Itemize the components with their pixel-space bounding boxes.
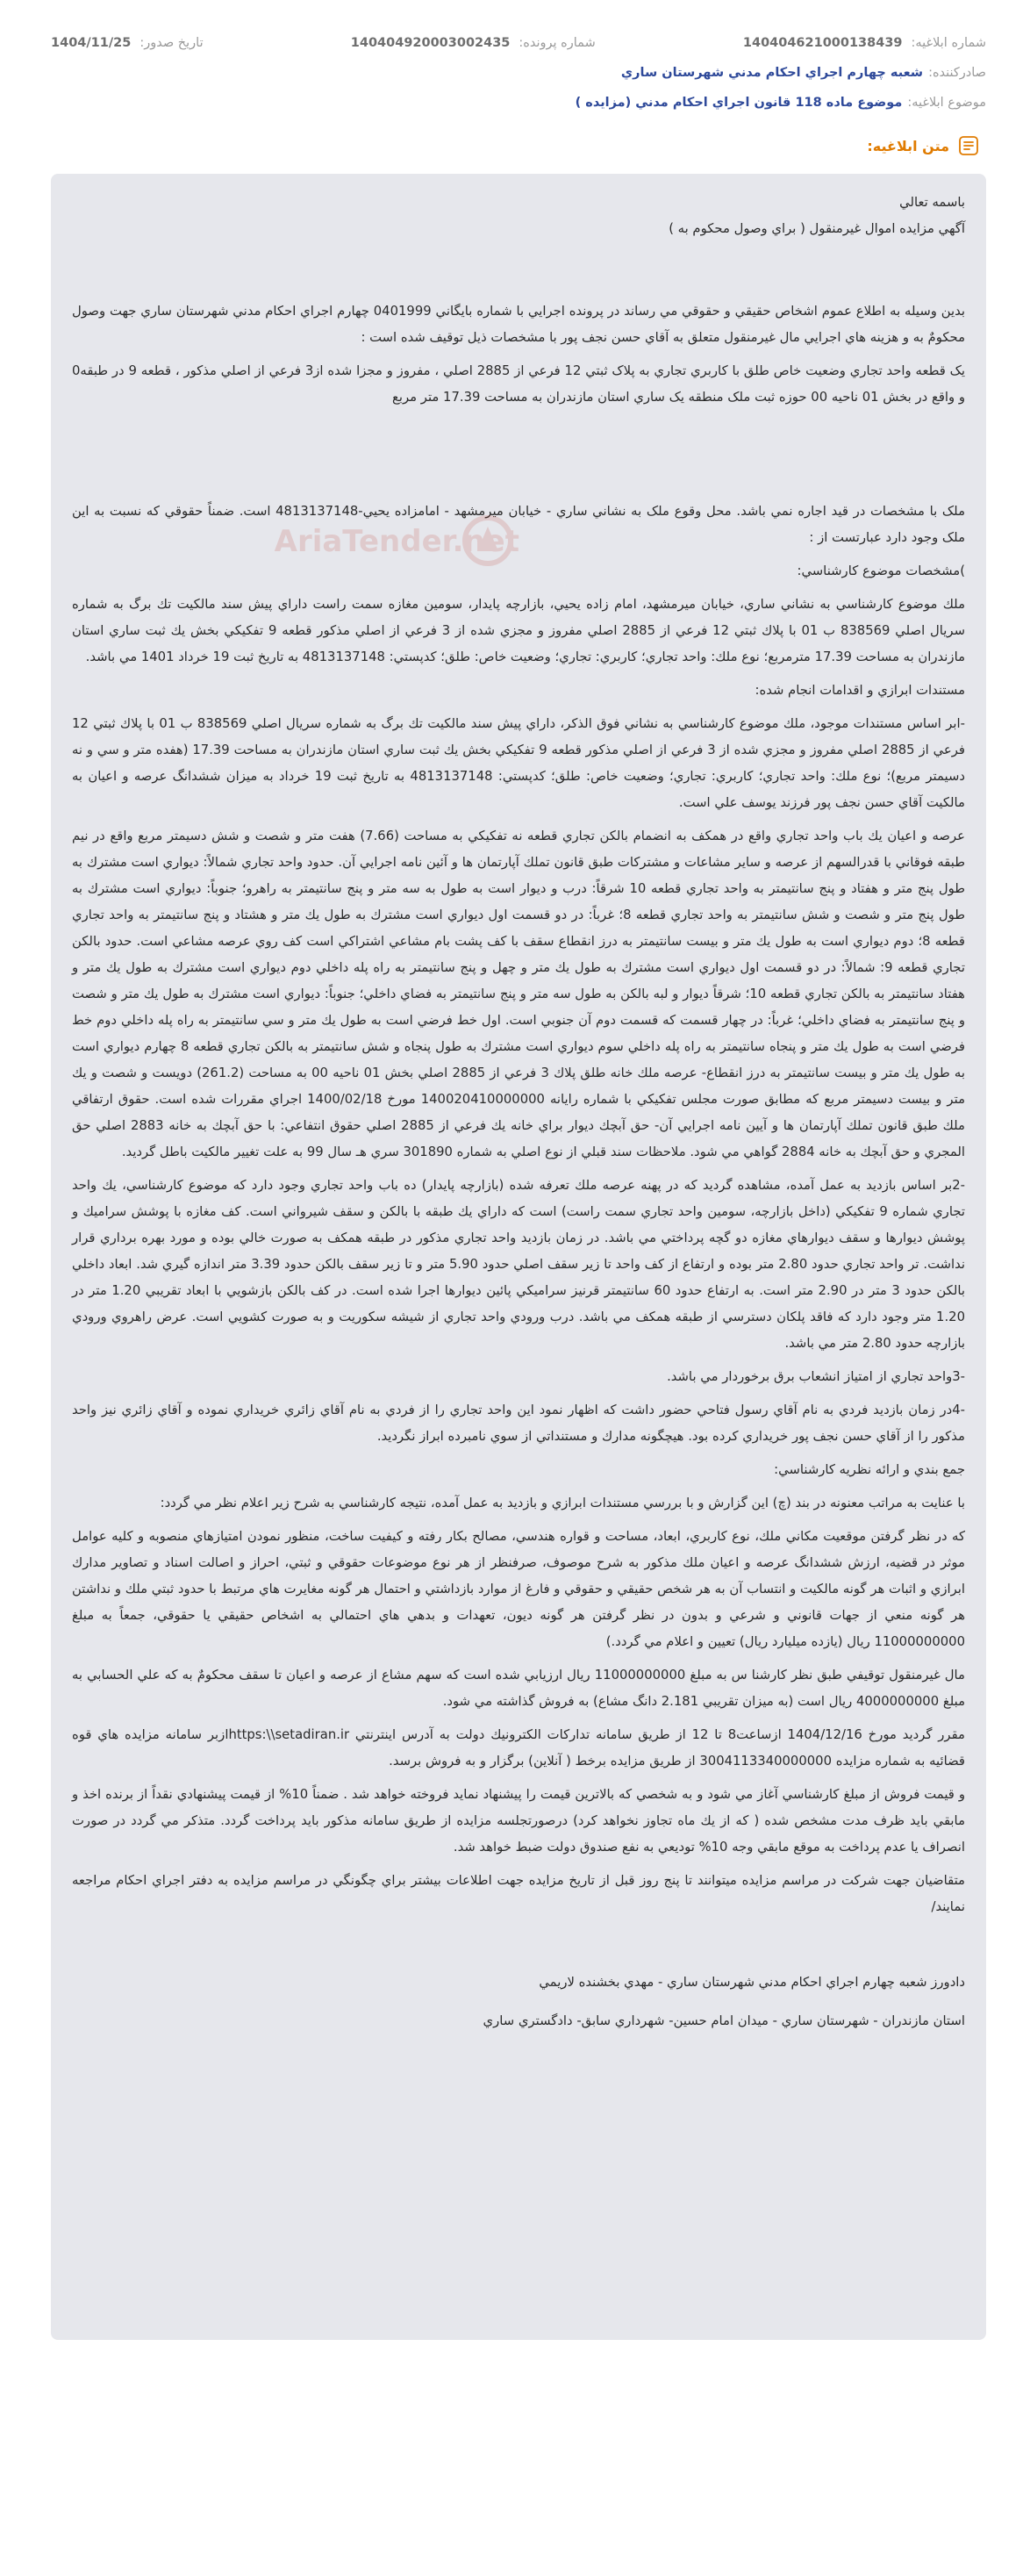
header-row-subject xyxy=(51,88,986,118)
issue-date: 1404/11/25 xyxy=(51,36,132,50)
issuer: شعبه چهارم اجراي احكام مدني شهرستان ساري xyxy=(620,66,924,80)
issue-date-group xyxy=(51,36,204,50)
watermark-text: AriaTender.net xyxy=(274,524,519,559)
body-auction-date: مقرر گرديد مورخ 1404/12/16 ازساعت8 تا 12 از طريق سامانه تداركات الكترونيك دولت به آدرس اينترنتي https:\\setadiran.irازبر سامانه مزايده هاي قوه قضائيه به شماره مزايده 3004113340000000 از طريق مزايده برخط ( آنلاين) برگزار و به فروش برسد. xyxy=(72,1727,965,1769)
subject: موضوع ماده 118 قانون اجراي احكام مدني (مزايده ) xyxy=(575,96,903,110)
body-intro: بدين وسيله به اطلاع عموم اشخاص حقيقي و حقوقي مي رساند در پرونده اجرايي با شماره بايگاني 0401999 چهارم اجراي احكام مدني شهرستان ساري جهت وصول محكومٌ به و هزينه هاي اجرايي مال غيرمنقول متعلق به آقاي حسن نجف پور با مشخصات ذيل توقيف شده است : xyxy=(72,304,965,345)
body-address: استان مازندران - شهرستان ساري - ميدان امام حسين- شهرداري سابق- دادگستري ساري xyxy=(483,2013,965,2028)
body-summary-intro: با عنايت به مراتب معنونه در بند (چ) اين گزارش و با بررسي مستندات ابرازي و بازديد به عمل آمده، نتيجه كارشناسي به شرح زير اعلام نظر مي گردد: xyxy=(160,1496,965,1510)
notice-body xyxy=(51,174,986,2340)
notice-title: متن ابلاغیه: xyxy=(867,137,949,154)
body-expert-desc: ملك موضوع كارشناسي به نشاني ساري، خيابان ميرمشهد، امام زاده يحيي، بازارچه پايدار، سومين مغازه سمت راست داراي پيش سند مالكيت تك برگ به شماره سريال اصلي 838569 ب 01 با پلاك ثبتي 12 فرعي از 2885 اصلي مفروز و مجزي شده از 3 فرعي از اصلي مذكور قطعه 9 تفكيكي بخش يك ثبت ساري استان مازندران به مساحت 17.39 مترمربع؛ نوع ملك: واحد تجاري؛ كاربري: تجاري؛ وضعيت خاص: طلق؛ كدپستي: 4813137148 به تاريخ ثبت 19 خرداد 1401 مي باشد. xyxy=(72,597,965,664)
notice-heading xyxy=(51,118,986,174)
notice-document-icon xyxy=(958,135,979,156)
notice-number-label: شماره ابلاغیه: xyxy=(911,36,986,50)
subject-label: موضوع ابلاغیه: xyxy=(907,96,986,110)
issuer-label: صادرکننده: xyxy=(928,66,986,80)
body-expert-heading: )مشخصات موضوع كارشناسي: xyxy=(797,563,965,578)
body-signature: دادورز شعبه چهارم اجراي احكام مدني شهرستان ساري - مهدي بخشنده لاريمي xyxy=(539,1975,965,1990)
body-valuation: كه در نظر گرفتن موقعيت مكاني ملك، نوع كاربري، ابعاد، مساحت و قواره هندسي، مصالح بكار رفته و كيفيت ساخت، منظور نمودن امتيازهاي منصوبه و كليه عوامل موثر در قضيه، ارزش ششدانگ عرصه و اعيان ملك مذكور به شرح موصوف، صرفنظر از هر نوع موضوعات حقوقي و ثبتي، احراز و اصالت اسناد و تصاوير مدارك ابرازي و اثبات هر گونه مالكيت و انتساب آن به هر شخص حقيقي و حقوقي و فارغ از موارد بازداشتي و احتمال هر گونه مغايرت هاي مرتبط با حدود ثبتي ملك و نداشتن هر گونه منعي از جهات قانوني و شرعي و بدون در نظر گرفتن هر گونه ديون، تعهدات و بدهي هاي احتمالي به اشخاص حقيقي يا حقوقي، جمعاً به مبلغ 11000000000 ريال (يازده ميليارد ريال) تعيين و اعلام مي گردد.) xyxy=(72,1529,965,1649)
body-title: آگهي مزايده اموال غيرمنقول ( براي وصول محكوم به ) xyxy=(669,221,965,236)
case-number-group xyxy=(351,36,596,50)
body-sale-amount: مال غيرمنقول توقيفي طبق نظر كارشنا س به مبلغ 11000000000 ريال ارزيابي شده است كه سهم مشاع از عرصه و اعيان تا سقف محكومٌ به كه علي الحسابي به مبلغ 4000000000 ريال است (به ميزان تقريبي 2.181 دانگ مشاع) به فروش گذاشته مي شود. xyxy=(72,1668,965,1709)
body-location: ملک با مشخصات در قيد اجاره نمي باشد. محل وقوع ملک به نشاني ساري - خيابان ميرمشهد - امامزاده يحيي-4813137148 است. ضمناً حقوقي كه نسبت به اين ملک وجود دارد عبارتست از : xyxy=(72,504,965,545)
body-item-1: -ابر اساس مستندات موجود، ملك موضوع كارشناسي به نشاني فوق الذكر، داراي پيش سند مالكيت تك برگ به شماره سريال اصلي 838569 ب 01 با پلاك ثبتي 12 فرعي از 2885 اصلي مفروز و مجزي شده از 3 فرعي از اصلي مذكور قطعه 9 تفكيكي بخش يك ثبت ساري استان مازندران به مساحت 17.39 (هفده متر و سي و نه دسيمتر مربع)؛ نوع ملك: واحد تجاري؛ كاربري: تجاري؛ وضعيت خاص: طلق؛ كدپستي: 4813137148 به تاريخ ثبت 19 خرداد به ميزان ششدانگ عرصه و اعيان به مالكيت آقاي حسن نجف پور فرزند يوسف علي است. xyxy=(72,716,966,810)
body-documents-heading: مستندات ابرازي و اقدامات انجام شده: xyxy=(755,683,965,698)
body-property: يک قطعه واحد تجاري وضعيت خاص طلق با کاربري تجاري به پلاک ثبتي 12 فرعي از 2885 اصلي ، مفروز و مجزا شده از3 فرعي از اصلي مذكور ، قطعه 9 در طبقه0 و واقع در بخش 01 ناحيه 00 حوزه ثبت ملک منطقه يک ساري استان مازندران به مساحت 17.39 متر مربع xyxy=(72,363,965,405)
body-summary-heading: جمع بندي و ارائه نظريه كارشناسي: xyxy=(774,1462,965,1477)
body-item-3: -3واحد تجاري از امتياز انشعاب برق برخوردار مي باشد. xyxy=(667,1369,965,1384)
issue-date-label: تاریخ صدور: xyxy=(139,36,204,50)
header-row-issuer xyxy=(51,58,986,88)
body-item-2: -2بر اساس بازديد به عمل آمده، مشاهده گرديد كه در پهنه عرصه ملك تعرفه شده (بازارچه پايدار) ده باب واحد تجاري وجود دارد كه موضوع كارشناسي، يك واحد تجاري شماره 9 تفكيكي (داخل بازارچه، سومين واحد تجاري سمت راست) است كه داراي يك طبقه با بالكن و سقف شيرواني است. كف مغازه با پوشش سراميك و پوشش ديوارها و سقف ديوارهاي مغازه دو گچه پرداختي مي باشد. در زمان بازديد واحد تجاري مذكور در طبقه همكف به صورت خالي بوده و مورد بهره برداري قرار نداشت. تر واحد تجاري حدود 2.80 متر بوده و ارتفاع از كف واحد تا زير سقف اصلي حدود 5.90 متر و تا زير سقف بالكن حدود 3.39 متر اندازه گيري شد. ابعاد داخلي بالكن حدود 3 متر در 2.90 متر است. به ارتفاع حدود 60 سانتيمتر قرنيز سراميكي پائين ديوارها اجرا شده است. در كف بالكن بازشويي با ابعاد تقريبي 1.20 متر در 1.20 متر وجود دارد كه فاقد پلكان دسترسي از طبقه همكف مي باشد. درب ورودي واحد تجاري از شيشه سكوريت و به صورت كشويي است. عرض راهروي ورودي بازارچه حدود 2.80 متر مي باشد. xyxy=(72,1178,966,1351)
header-row-ids xyxy=(51,0,986,58)
case-number: 140404920003002435 xyxy=(350,36,511,50)
notice-number-group xyxy=(743,36,986,50)
body-basmala: باسمه تعالي xyxy=(899,195,965,210)
notice-number: 140404621000138439 xyxy=(742,36,903,50)
body-boundaries: عرصه و اعيان يك باب واحد تجاري واقع در همكف به انضمام بالكن تجاري قطعه نه تفكيكي به مساحت (7.66) هفت متر و شصت و شش دسيمتر مربع واقع در نيم طبقه فوقاني با قدرالسهم از عرصه و ساير مشاعات و مشتركات طبق قانون تملك آپارتمان ها و آئين نامه اجرايي آن. حدود واحد تجاري شمالاً: ديواري است مشترك به طول پنج متر و هفتاد و پنج سانتيمتر به واحد تجاري قطعه 10 شرقاً: درب و ديوار است به طول به سه متر و پنج سانتيمتر به راهرو؛ جنوباً: ديواري است مشترك به طول پنج متر و شصت و شش سانتيمتر به واحد تجاري قطعه 8؛ غرباً: در دو قسمت اول ديواري است مشترك به طول يك متر و هشتاد و پنج سانتيمتر به واحد تجاري قطعه 8؛ دوم ديواري است به طول يك متر و بيست سانتيمتر به درز انقطاع سقف با كف پشت بام مشاعي اشتراكي است كف روي عرصه مشاعي است. حدود بالكن تجاري قطعه 9: شمالاً: در دو قسمت اول ديواري است مشترك به طول يك متر و چهل و پنج سانتيمتر به راه پله داخلي دوم ديواري است مشترك به طول يك متر و هفتاد سانتيمتر به بالكن تجاري قطعه 10؛ شرقاً ديوار و لبه بالكن به طول سه متر و پنج سانتيمتر به فضاي داخلي؛ جنوباً: ديواري است مشترك به طول يك متر و شصت و پنج سانتيمتر به فضاي داخلي؛ غرباً: در چهار قسمت كه قسمت دوم آن جنوبي است. اول خط فرضي است به طول يك متر و سي سانتيمتر به راه پله داخلي دوم خط فرضي است به طول يك متر و پنجاه سانتيمتر به راه پله داخلي سوم ديواري است مشترك به طول پنجاه و شش سانتيمتر به بالكن تجاري قطعه 8 چهارم ديواري است به طول يك متر و بيست سانتيمتر به درز انقطاع- عرصه ملك خانه طلق پلاك 3 فرعي از 2885 اصلي بخش 01 ناحيه 00 به مساحت (261.2) دويست و شصت و يك متر و بيست دسيمتر مربع كه مطابق صورت مجلس تفكيكي با شماره رايانه 140020410000000 مورخ 1400/02/18 اجراي مقررات شده است. حقوق ارتفاقي ملك طبق قانون تملك آپارتمان ها و آيين نامه اجرايي آن- حق آبچك ديوار براي خانه يك فرعي از 2885 اصلي حقوق انتفاعي: با حق آبچك به خانه 2883 اصلي حق المجري و حق آبچك به خانه 2884 گواهي مي شود. ملاحظات سند قبلي از نوع اصلي به شماره 301890 سري هـ سال 99 به علت تغيير مالكيت باطل گرديد. xyxy=(72,829,966,1159)
body-terms: و قيمت فروش از مبلغ كارشناسي آغاز مي شود و به شخصي كه بالاترين قيمت را پيشنهاد نمايد فروخته خواهد شد . ضمناً 10% از قيمت پيشنهادي نقداً از برنده اخذ و مابقي بايد ظرف مدت مشخص شده ( كه از يك ماه تجاوز نخواهد كرد) درصورتجلسه مزايده از طريق سامانه مذكور بايد پرداخت گردد. متذكر مي گردد در صورت انصراف يا عدم پرداخت به موقع مابقي وجه 10% توديعي به نفع صندوق دولت ضبط خواهد شد. xyxy=(72,1787,965,1855)
body-item-4: -4در زمان بازديد فردي به نام آقاي رسول فتاحي حضور داشت كه اظهار نمود اين واحد تجاري را از فردي به نام آقاي زائري خريداري نموده و آقاي زائري نيز واحد مذكور را از آقاي حسن نجف پور خريداري كرده بود. هيچگونه مدارك و مستنداتي از سوي نامبرده ابراز نگرديد. xyxy=(72,1403,965,1444)
case-number-label: شماره پرونده: xyxy=(519,36,596,50)
issuer-group xyxy=(621,66,986,80)
body-applicants: متقاضيان جهت شركت در مراسم مزايده ميتوانند تا پنج روز قبل از تاريخ مزايده جهت اطلاعات بيشتر براي چگونگي در مراسم مزايده به دفتر اجراي احكام مراجعه نمايند/ xyxy=(72,1873,965,1914)
subject-group xyxy=(576,96,986,110)
